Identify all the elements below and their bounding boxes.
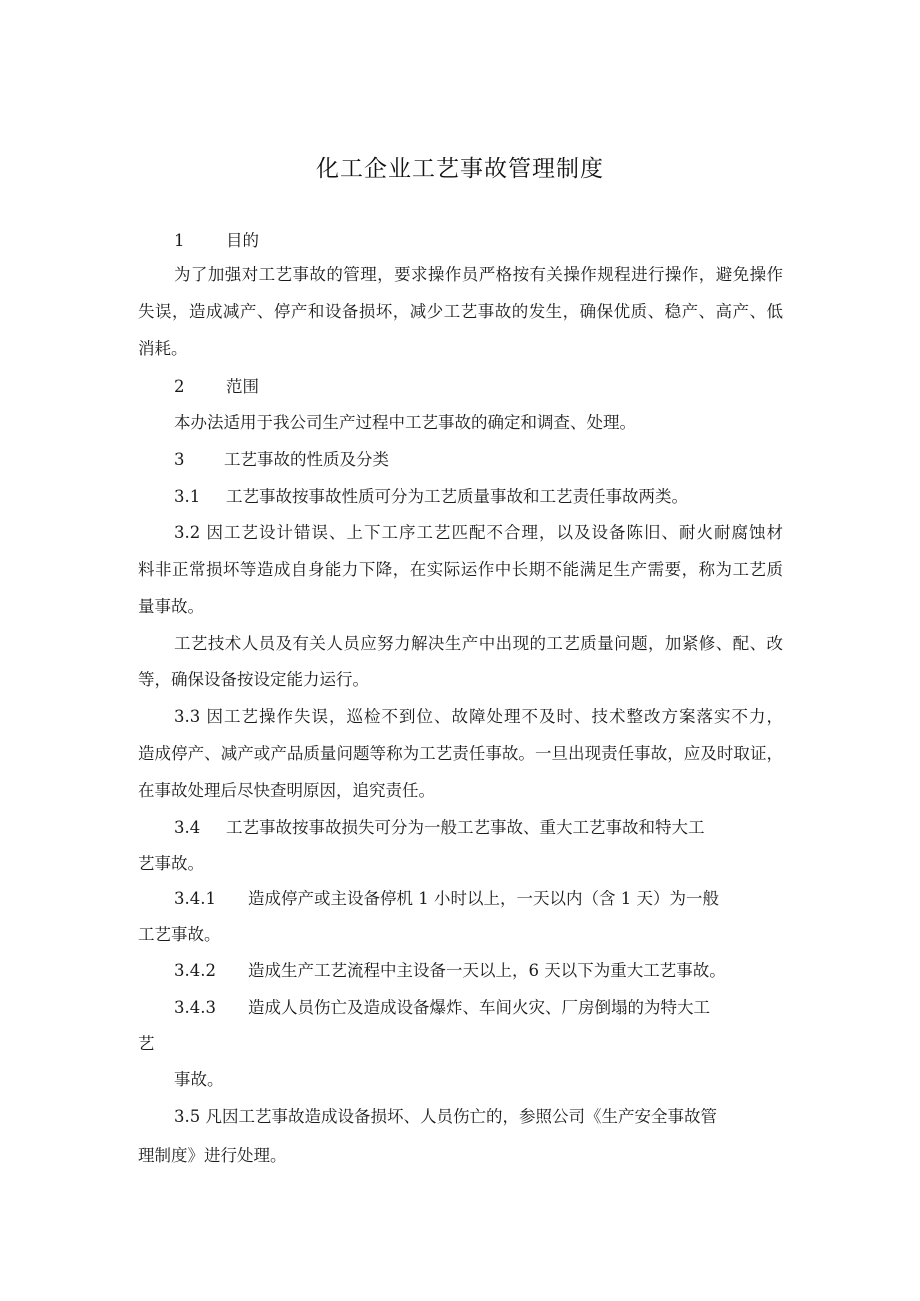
section-2-heading [174,377,259,397]
section-title: 目的 [226,231,259,250]
paragraph-line: 为了加强对工艺事故的管理，要求操作员严格按有关操作规程进行操作，避免操作 [174,265,783,284]
clause-text: 造成生产工艺流程中主设备一天以上，6 天以下为重大工艺事故。 [248,961,726,980]
paragraph-line: 量事故。 [138,597,204,616]
paragraph-line: 3.3 因工艺操作失误，巡检不到位、故障处理不及时、技术整改方案落实不力， [174,707,783,726]
clause-text: 工艺事故按事故性质可分为工艺质量事故和工艺责任事故两类。 [226,487,688,506]
clause-3-4 [174,818,705,838]
paragraph-line: 本办法适用于我公司生产过程中工艺事故的确定和调查、处理。 [174,413,636,432]
clause-number: 3.4 [174,818,201,837]
clause-text: 造成人员伤亡及造成设备爆炸、车间火灾、厂房倒塌的为特大工 [248,998,710,1017]
clause-number: 3.4.2 [174,961,216,980]
paragraph-line: 工艺技术人员及有关人员应努力解决生产中出现的工艺质量问题，加紧修、配、改 [174,634,783,653]
section-1-heading [174,231,259,251]
paragraph-line: 艺 [138,1034,155,1053]
paragraph-line: 消耗。 [138,339,188,358]
clause-text: 造成停产或主设备停机 1 小时以上，一天以内（含 1 天）为一般 [248,889,719,908]
clause-3-4-1 [174,889,719,909]
clause-number: 3.4.1 [174,889,216,908]
paragraph-line: 理制度》进行处理。 [138,1146,287,1165]
paragraph-line: 艺事故。 [138,854,204,873]
paragraph-line: 事故。 [174,1070,224,1089]
clause-text: 工艺事故按事故损失可分为一般工艺事故、重大工艺事故和特大工 [226,818,705,837]
paragraph-line: 料非正常损坏等造成自身能力下降，在实际运作中长期不能满足生产需要，称为工艺质 [138,560,783,579]
section-number: 1 [174,231,185,250]
section-title: 范围 [226,377,259,396]
section-title: 工艺事故的性质及分类 [224,450,389,469]
paragraph-line: 工艺事故。 [138,925,221,944]
paragraph-line: 在事故处理后尽快查明原因，追究责任。 [138,781,435,800]
paragraph-line: 等，确保设备按设定能力运行。 [138,670,369,689]
section-number: 3 [174,450,185,469]
clause-number: 3.4.3 [174,998,216,1017]
document-title: 化工企业工艺事故管理制度 [316,156,604,182]
section-3-heading [174,450,389,470]
clause-number: 3.1 [174,487,201,506]
paragraph-line: 3.2 因工艺设计错误、上下工序工艺匹配不合理，以及设备陈旧、耐火耐腐蚀材 [174,523,783,542]
paragraph-line: 3.5 凡因工艺事故造成设备损坏、人员伤亡的，参照公司《生产安全事故管 [174,1107,717,1126]
paragraph-line: 造成停产、减产或产品质量问题等称为工艺责任事故。一旦出现责任事故，应及时取证， [138,744,783,763]
clause-3-4-3 [174,998,710,1018]
clause-3-1 [174,487,688,507]
section-number: 2 [174,377,185,396]
paragraph-line: 失误，造成减产、停产和设备损坏，减少工艺事故的发生，确保优质、稳产、高产、低 [138,302,783,321]
clause-3-4-2 [174,961,726,981]
